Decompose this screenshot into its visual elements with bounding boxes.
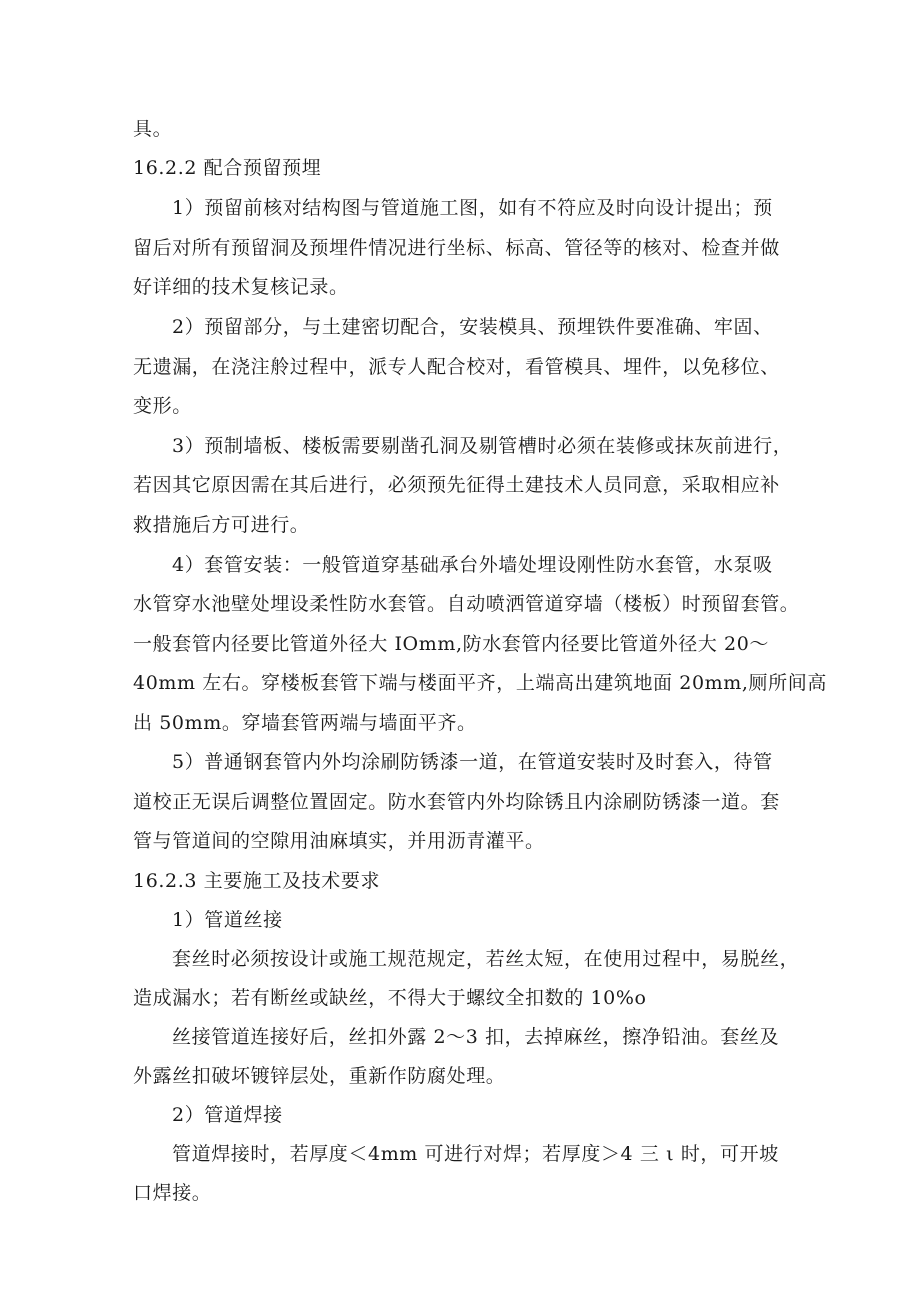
text-line: 若因其它原因需在其后进行，必须预先征得土建技术人员同意，采取相应补 [133,474,780,496]
text-line: 2）预留部分，与土建密切配合，安装模具、预埋铁件要准确、牢固、 [172,316,773,338]
text-line: 出 50mm。穿墙套管两端与墙面平齐。 [133,712,477,734]
text-line: 1）预留前核对结构图与管道施工图，如有不符应及时向设计提出；预 [172,197,773,219]
text-line: 3）预制墙板、楼板需要剔凿孔洞及剔管槽时必须在装修或抹灰前进行， [172,435,793,457]
text-line: 管与管道间的空隙用油麻填实，并用沥青灌平。 [133,830,545,852]
text-line: 具。 [133,118,173,140]
text-line: 一般套管内径要比管道外径大 IOmm,防水套管内径要比管道外径大 20～ [133,633,770,655]
text-line: 5）普通钢套管内外均涂刷防锈漆一道，在管道安装时及时套入，待管 [172,751,773,773]
text-line: 救措施后方可进行。 [133,514,310,536]
text-line: 外露丝扣破坏镀锌层处，重新作防腐处理。 [133,1065,506,1087]
text-line: 丝接管道连接好后，丝扣外露 2～3 扣，去掉麻丝，擦净铅油。套丝及 [172,1026,780,1048]
subsection-heading: 1）管道丝接 [172,909,283,931]
text-line: 造成漏水；若有断丝或缺丝，不得大于螺纹全扣数的 10%o [133,987,647,1009]
subsection-heading: 2）管道焊接 [172,1104,283,1126]
text-line: 口焊接。 [133,1182,212,1204]
text-line: 4）套管安装：一般管道穿基础承台外墙处埋设刚性防水套管，水泵吸 [172,554,773,576]
text-line: 道校正无误后调整位置固定。防水套管内外均除锈且内涂刷防锈漆一道。套 [133,791,780,813]
text-line: 水管穿水池壁处埋设柔性防水套管。自动喷洒管道穿墙（楼板）时预留套管。 [133,593,800,615]
text-line: 套丝时必须按设计或施工规范规定，若丝太短，在使用过程中，易脱丝， [172,948,800,970]
text-line: 好详细的技术复核记录。 [133,276,349,298]
text-line: 变形。 [133,395,192,417]
text-line: 留后对所有预留洞及预埋件情况进行坐标、标高、管径等的核对、检查并做 [133,237,780,259]
section-heading: 16.2.3 主要施工及技术要求 [133,870,381,892]
text-line: 无遗漏，在浇注舲过程中，派专人配合校对，看管模具、埋件，以免移位、 [133,356,780,378]
section-heading: 16.2.2 配合预留预埋 [133,157,322,179]
text-line: 40mm 左右。穿楼板套管下端与楼面平齐，上端高出建筑地面 20mm,厕所间高 [133,672,827,694]
text-line: 管道焊接时，若厚度＜4mm 可进行对焊；若厚度＞4 三 ι 时，可开坡 [172,1143,779,1165]
